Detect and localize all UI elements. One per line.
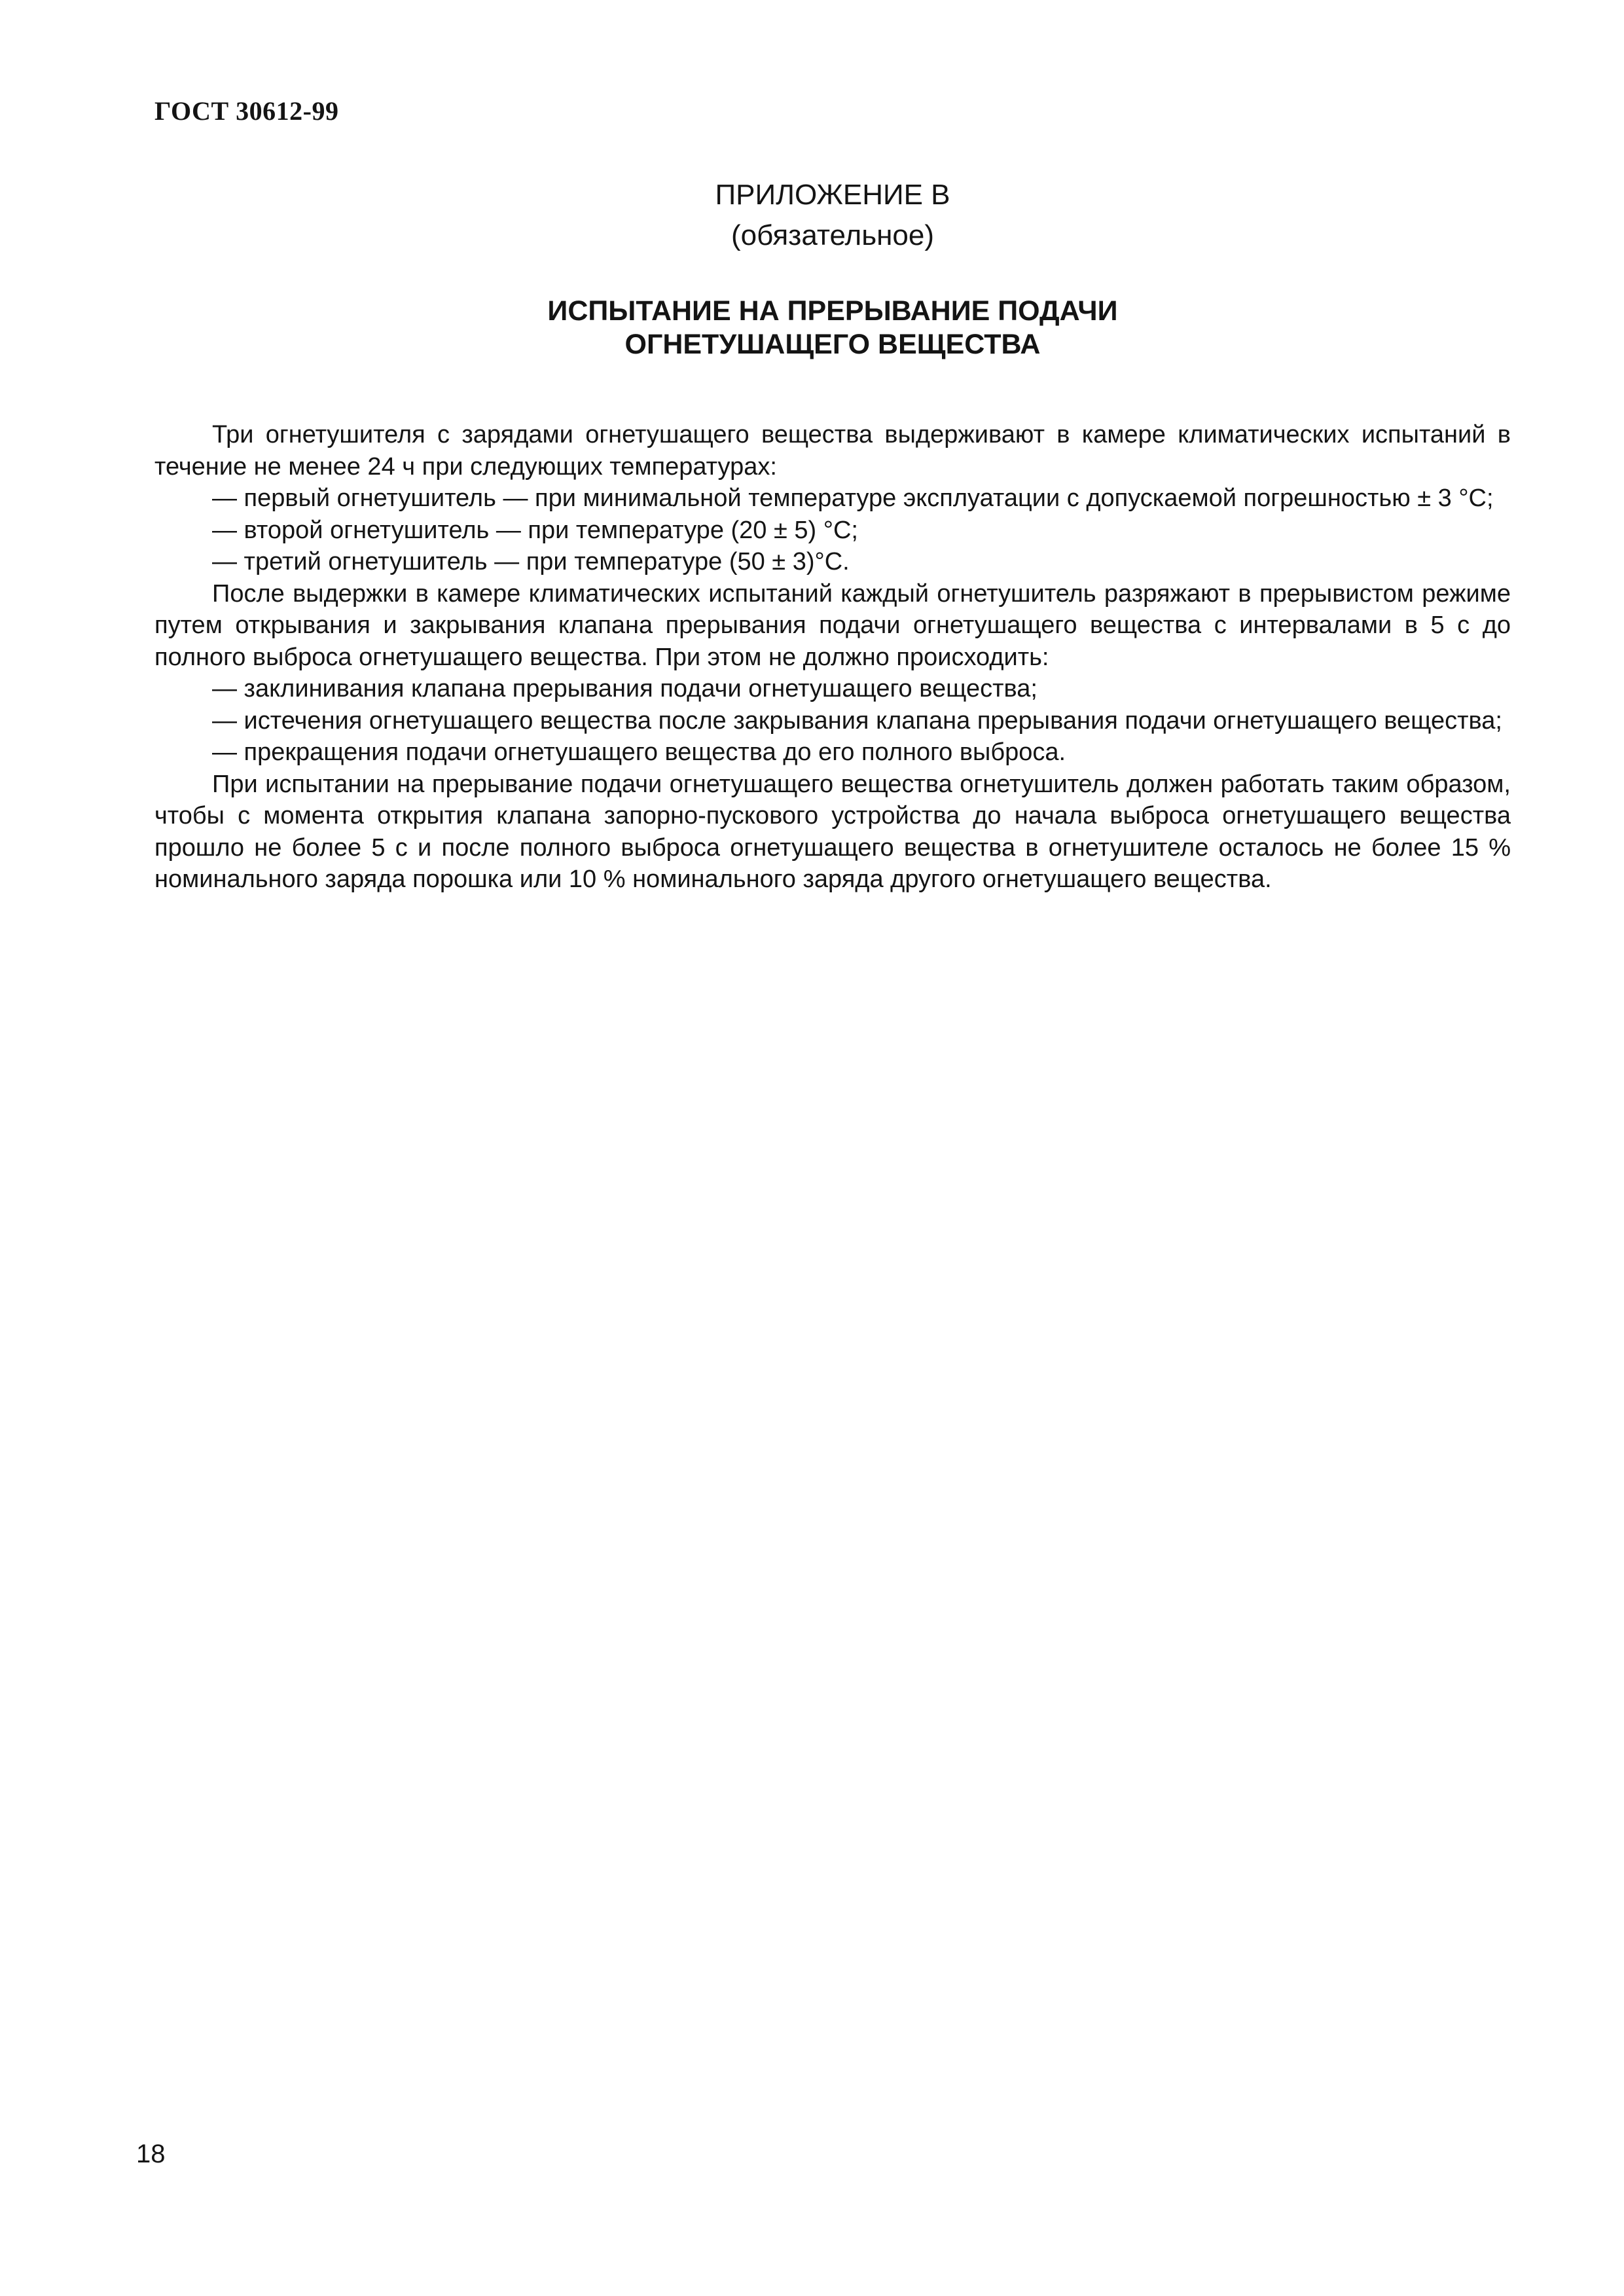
appendix-title (154, 295, 1511, 361)
paragraph-intro: Три огнетушителя с зарядами огнетушащего вещества выдерживают в камере климатических испытаний в течение не менее 24 ч при следующих температурах: (154, 421, 1511, 481)
document-standard-id: ГОСТ 30612-99 (154, 96, 339, 126)
list-item-second-extinguisher: — второй огнетушитель — при температуре (20 ± 5) °С; (212, 516, 858, 544)
list-item-valve-jamming: — заклинивания клапана прерывания подачи огнетушащего вещества; (212, 675, 1038, 702)
appendix-title-line-2: ОГНЕТУШАЩЕГО ВЕЩЕСТВА (624, 329, 1041, 360)
list-item-third-extinguisher: — третий огнетушитель — при температуре (50 ± 3)°С. (212, 548, 850, 575)
paragraph-procedure: После выдержки в камере климатических испытаний каждый огнетушитель разряжают в прерывистом режиме путем открывания и закрывания клапана прерывания подачи огнетушащего вещества с интервалами в 5 с до полного выброса огнетушащего вещества. При этом не должно происходить: (154, 579, 1511, 671)
list-item-flow-stop: — прекращения подачи огнетушащего вещества до его полного выброса. (212, 738, 1066, 766)
list-item-first-extinguisher: — первый огнетушитель — при минимальной температуре эксплуатации с допускаемой погрешностью ± 3 °С; (212, 484, 1494, 512)
page-number: 18 (136, 2140, 166, 2168)
appendix-label: ПРИЛОЖЕНИЕ В (715, 179, 950, 211)
body-text (154, 419, 1511, 896)
appendix-status: (обязательное) (731, 219, 935, 251)
appendix-title-line-1: ИСПЫТАНИЕ НА ПРЕРЫВАНИЕ ПОДАЧИ (547, 295, 1118, 327)
paragraph-requirements: При испытании на прерывание подачи огнетушащего вещества огнетушитель должен работать таким образом, чтобы с момента открытия клапана запорно-пускового устройства до начала выброса огнетушащего вещества прошло не более 5 с и после полного выброса огнетушащего вещества в огнетушителе осталось не более 15 % номинального заряда порошка или 10 % номинального заряда другого огнетушащего вещества. (154, 770, 1511, 893)
list-item-leakage: — истечения огнетушащего вещества после закрывания клапана прерывания подачи огнетушащего вещества; (212, 706, 1502, 735)
